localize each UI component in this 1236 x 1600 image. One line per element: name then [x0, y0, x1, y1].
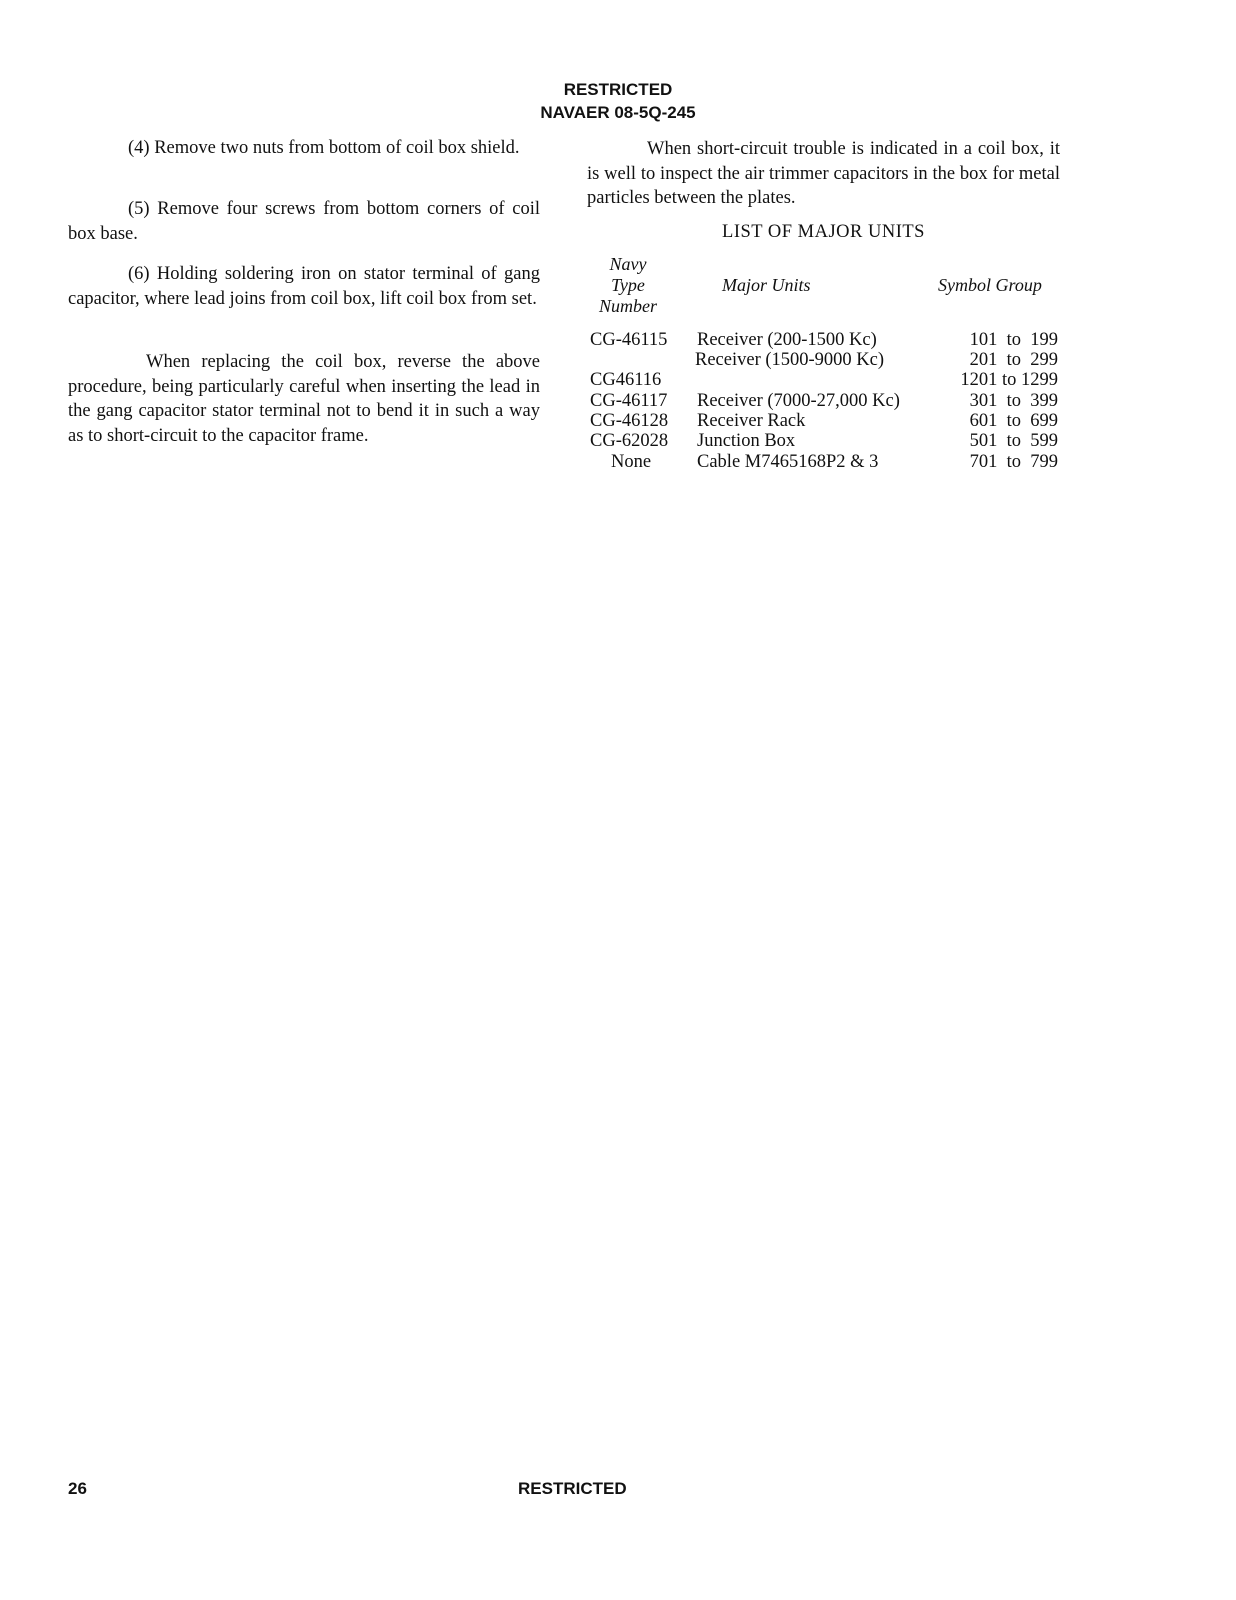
header-classification: RESTRICTED	[563, 80, 673, 99]
table-row	[590, 431, 1062, 451]
page-number: 26	[68, 1479, 87, 1498]
unit-cell: Cable M7465168P2 & 3	[697, 452, 879, 472]
table-row	[590, 330, 1062, 350]
table-row	[590, 391, 1062, 411]
replace-note-paragraph: When replacing the coil box, reverse the above procedure, being particularly careful when inserting the lead in the gang capacitor stator terminal not to bend it in such a way as to short-circuit to the capacitor frame.	[68, 352, 540, 446]
navy-number-cell: CG-62028	[590, 431, 669, 451]
table-row	[590, 370, 1062, 390]
major-units-title: LIST OF MAJOR UNITS	[722, 222, 925, 242]
symbol-cell: 601 to 699	[969, 411, 1058, 431]
step-6-paragraph: (6) Holding soldering iron on stator terminal of gang capacitor, where lead joins from coil box, lift coil box from set.	[68, 264, 540, 309]
step-5-paragraph: (5) Remove four screws from bottom corners of coil box base.	[68, 199, 540, 244]
footer-classification: RESTRICTED	[518, 1479, 627, 1498]
header-line: Navy	[609, 254, 647, 274]
navy-number-cell: CG46116	[590, 370, 662, 390]
navy-type-number-header	[592, 254, 664, 317]
document-number: NAVAER 08-5Q-245	[540, 103, 696, 122]
symbol-cell: 101 to 199	[969, 330, 1058, 350]
symbol-cell: 701 to 799	[969, 452, 1058, 472]
symbol-cell: 1201 to 1299	[960, 370, 1058, 390]
header-line: Number	[599, 296, 657, 316]
unit-cell: Receiver (200-1500 Kc)	[697, 330, 877, 350]
navy-number-cell: CG-46117	[590, 391, 668, 411]
symbol-cell: 201 to 299	[969, 350, 1058, 370]
symbol-cell: 301 to 399	[969, 391, 1058, 411]
navy-number-cell: CG-46115	[590, 330, 668, 350]
short-circuit-paragraph: When short-circuit trouble is indicated in a coil box, it is well to inspect the air trimmer capacitors in the box for metal particles between the plates.	[587, 139, 1060, 208]
major-units-header: Major Units	[722, 275, 811, 295]
symbol-group-header: Symbol Group	[938, 275, 1042, 295]
symbol-cell: 501 to 599	[969, 431, 1058, 451]
table-row	[590, 411, 1062, 431]
step-4-paragraph: (4) Remove two nuts from bottom of coil box shield.	[128, 138, 520, 158]
table-row	[590, 350, 1062, 370]
table-row	[590, 452, 1062, 472]
header-line: Type	[611, 275, 645, 295]
unit-cell: Receiver (1500-9000 Kc)	[695, 350, 885, 370]
navy-number-cell: None	[610, 452, 652, 472]
unit-cell: Junction Box	[697, 431, 796, 451]
navy-number-cell: CG-46128	[590, 411, 669, 431]
unit-cell: Receiver (7000-27,000 Kc)	[697, 391, 900, 411]
unit-cell: Receiver Rack	[697, 411, 806, 431]
